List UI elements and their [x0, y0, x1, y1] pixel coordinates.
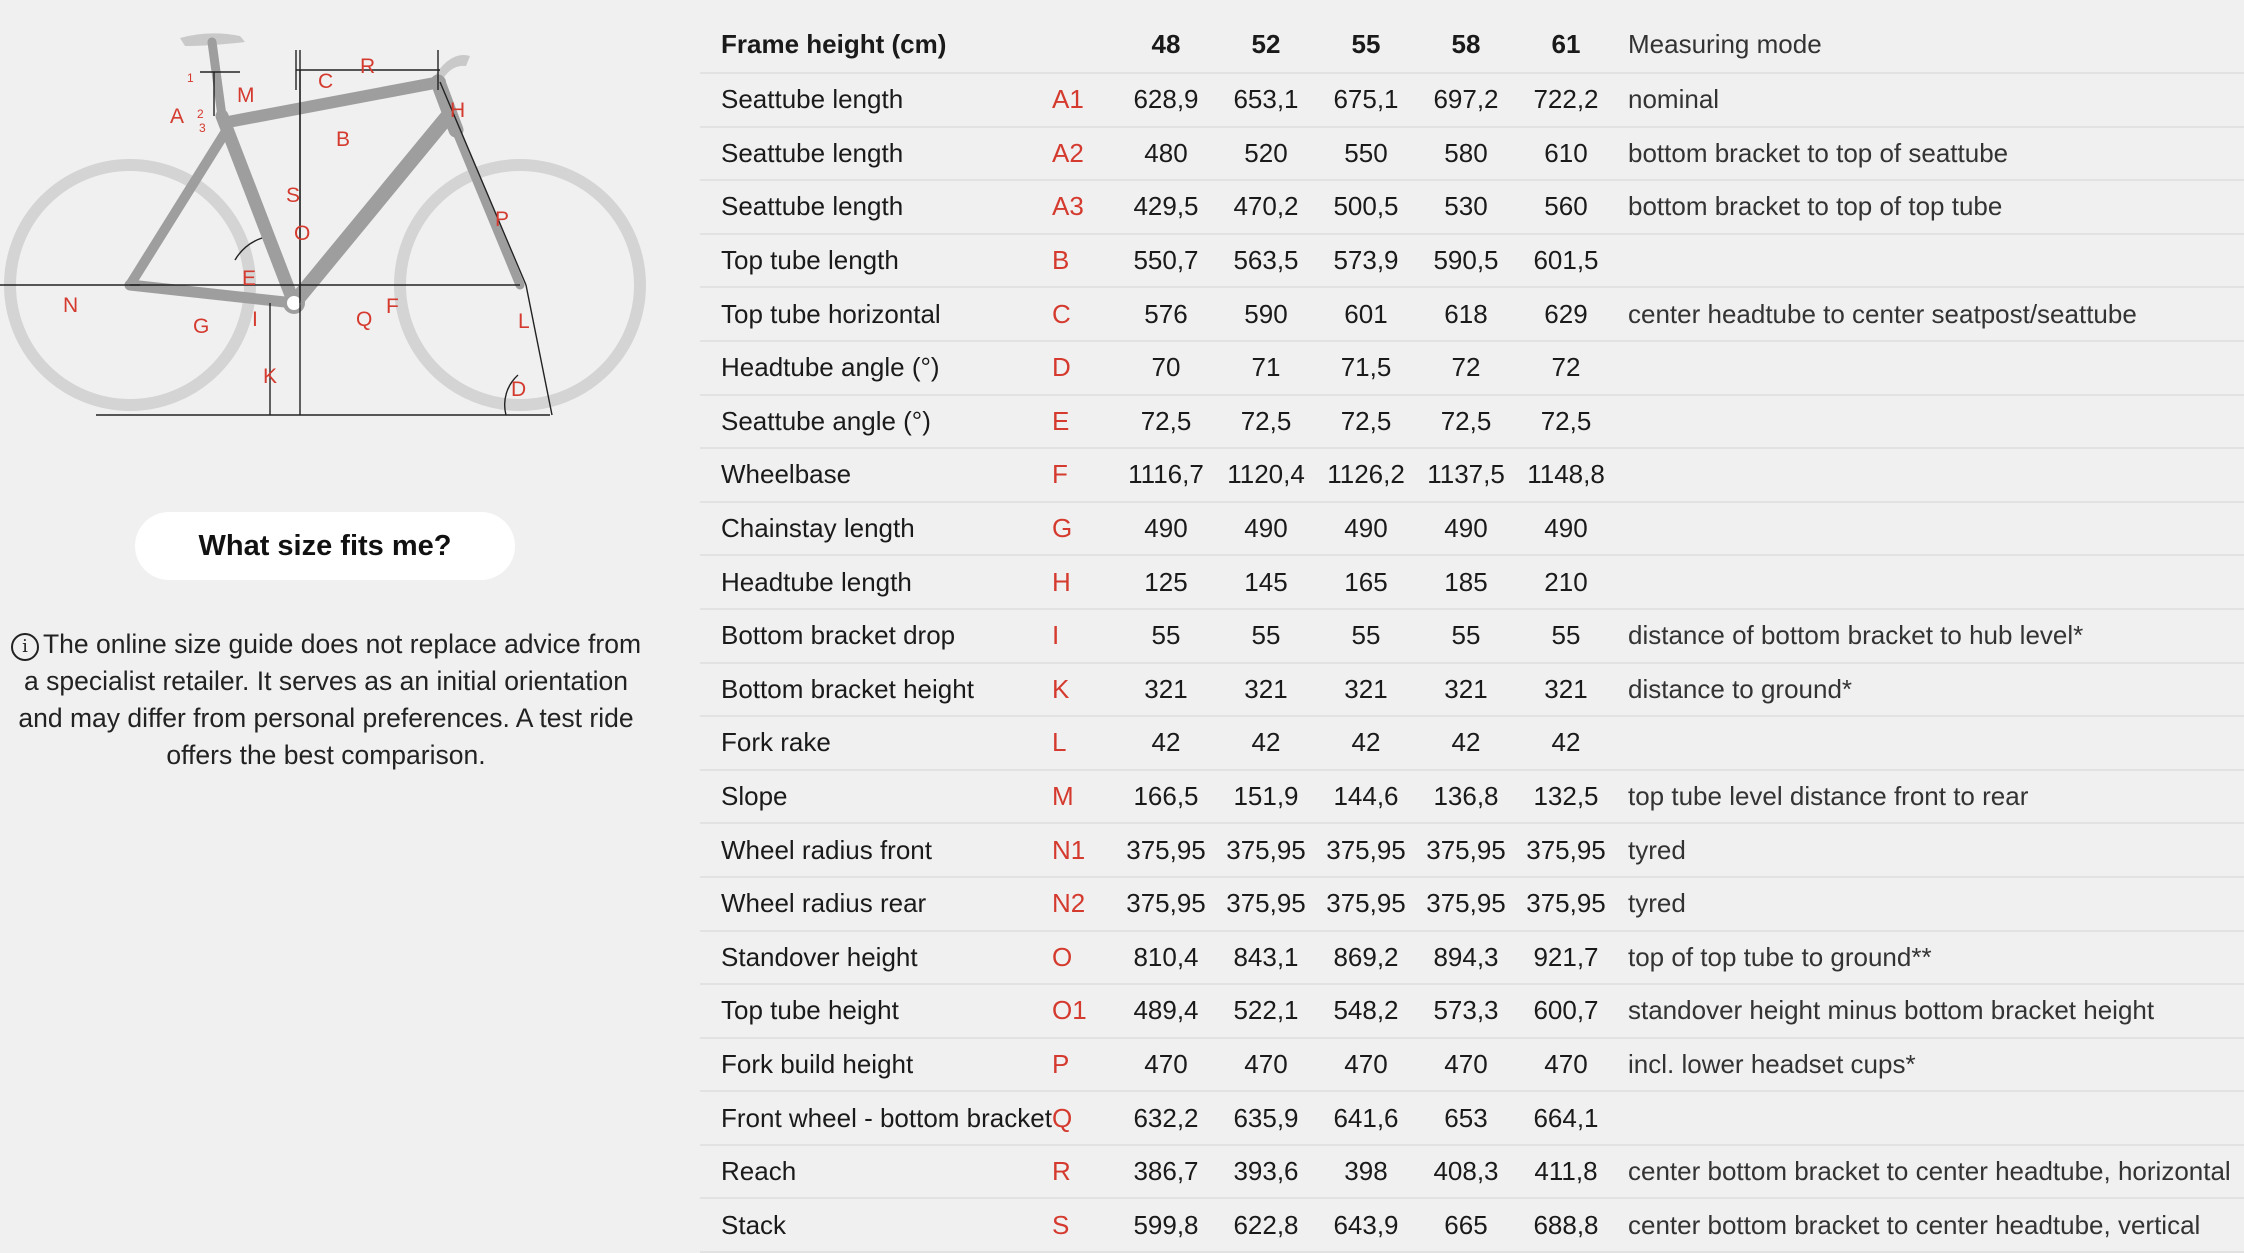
- measurement-name: Seattube length: [700, 180, 1052, 234]
- measuring-mode: nominal: [1616, 73, 2244, 127]
- measurement-value: 42: [1116, 716, 1216, 770]
- measurement-value: 375,95: [1416, 877, 1516, 931]
- measurement-value: 375,95: [1316, 877, 1416, 931]
- measuring-mode: tyred: [1616, 823, 2244, 877]
- measuring-mode: center headtube to center seatpost/seattube: [1616, 287, 2244, 341]
- measuring-mode: top of top tube to ground**: [1616, 931, 2244, 985]
- what-size-fits-me-button[interactable]: What size fits me?: [135, 512, 515, 580]
- table-row: [700, 341, 2244, 395]
- chain-stay: [130, 285, 294, 303]
- label-G: G: [193, 315, 210, 338]
- table-row: [700, 1198, 2244, 1252]
- measurement-value: 398: [1316, 1145, 1416, 1199]
- measurement-value: 70: [1116, 341, 1216, 395]
- seat-tube: [222, 116, 294, 303]
- top-tube: [228, 82, 440, 122]
- measurement-name: Seattube angle (°): [700, 395, 1052, 449]
- measurement-value: 635,9: [1216, 1091, 1316, 1145]
- table-row: [700, 770, 2244, 824]
- measurement-name: Bottom bracket drop: [700, 609, 1052, 663]
- measurement-value: 573,3: [1416, 984, 1516, 1038]
- label-B: B: [336, 128, 351, 151]
- measurement-code: K: [1052, 663, 1116, 717]
- measuring-mode: [1616, 555, 2244, 609]
- measurement-value: 470: [1316, 1038, 1416, 1092]
- measurement-value: 675,1: [1316, 73, 1416, 127]
- geometry-table-body: [700, 73, 2244, 1252]
- measurement-value: 72,5: [1116, 395, 1216, 449]
- measurement-value: 411,8: [1516, 1145, 1616, 1199]
- label-2: 2: [197, 107, 204, 121]
- label-P: P: [495, 208, 510, 231]
- geometry-table: [700, 16, 2244, 1253]
- measurement-value: 490: [1116, 502, 1216, 556]
- label-I: I: [252, 308, 258, 331]
- header-frame-height: Frame height (cm): [700, 16, 1052, 73]
- measuring-mode: bottom bracket to top of top tube: [1616, 180, 2244, 234]
- measurement-value: 530: [1416, 180, 1516, 234]
- measurement-value: 470: [1516, 1038, 1616, 1092]
- label-3: 3: [199, 121, 206, 135]
- measurement-value: 500,5: [1316, 180, 1416, 234]
- measuring-mode: tyred: [1616, 877, 2244, 931]
- measurement-value: 810,4: [1116, 931, 1216, 985]
- table-row: [700, 984, 2244, 1038]
- measurement-value: 386,7: [1116, 1145, 1216, 1199]
- header-size: 52: [1216, 16, 1316, 73]
- measurement-value: 321: [1216, 663, 1316, 717]
- measurement-value: 520: [1216, 127, 1316, 181]
- measuring-mode: [1616, 502, 2244, 556]
- measurement-value: 601,5: [1516, 234, 1616, 288]
- measurement-value: 144,6: [1316, 770, 1416, 824]
- measuring-mode: incl. lower headset cups*: [1616, 1038, 2244, 1092]
- measurement-value: 573,9: [1316, 234, 1416, 288]
- measuring-mode: distance to ground*: [1616, 663, 2244, 717]
- measurement-value: 42: [1416, 716, 1516, 770]
- measurement-name: Fork rake: [700, 716, 1052, 770]
- measurement-name: Fork build height: [700, 1038, 1052, 1092]
- measurement-name: Wheel radius rear: [700, 877, 1052, 931]
- measurement-name: Headtube length: [700, 555, 1052, 609]
- measurement-value: 601: [1316, 287, 1416, 341]
- measurement-value: 55: [1516, 609, 1616, 663]
- measurement-value: 72: [1516, 341, 1616, 395]
- table-row: [700, 1091, 2244, 1145]
- measurement-value: 375,95: [1416, 823, 1516, 877]
- measuring-mode: top tube level distance front to rear: [1616, 770, 2244, 824]
- measurement-code: A3: [1052, 180, 1116, 234]
- header-measuring-mode: Measuring mode: [1616, 16, 2244, 73]
- measurement-value: 72,5: [1316, 395, 1416, 449]
- table-row: [700, 716, 2244, 770]
- measurement-name: Stack: [700, 1198, 1052, 1252]
- measurement-value: 42: [1516, 716, 1616, 770]
- left-panel: [0, 0, 680, 1212]
- measurement-value: 321: [1116, 663, 1216, 717]
- measurement-value: 599,8: [1116, 1198, 1216, 1252]
- measurement-value: 375,95: [1216, 877, 1316, 931]
- measurement-value: 490: [1416, 502, 1516, 556]
- measurement-value: 628,9: [1116, 73, 1216, 127]
- measurement-value: 375,95: [1216, 823, 1316, 877]
- table-row: [700, 1145, 2244, 1199]
- measuring-mode: [1616, 1091, 2244, 1145]
- label-L: L: [518, 310, 530, 333]
- measurement-value: 470: [1416, 1038, 1516, 1092]
- measurement-code: G: [1052, 502, 1116, 556]
- measurement-name: Top tube height: [700, 984, 1052, 1038]
- measurement-name: Wheel radius front: [700, 823, 1052, 877]
- measurement-value: 548,2: [1316, 984, 1416, 1038]
- measurement-code: D: [1052, 341, 1116, 395]
- measurement-value: 210: [1516, 555, 1616, 609]
- label-C: C: [318, 70, 334, 93]
- measurement-value: 490: [1216, 502, 1316, 556]
- table-row: [700, 234, 2244, 288]
- measuring-mode: standover height minus bottom bracket height: [1616, 984, 2244, 1038]
- measurement-value: 321: [1416, 663, 1516, 717]
- measurement-code: M: [1052, 770, 1116, 824]
- measurement-code: O1: [1052, 984, 1116, 1038]
- table-row: [700, 395, 2244, 449]
- measurement-value: 869,2: [1316, 931, 1416, 985]
- table-row: [700, 555, 2244, 609]
- measurement-value: 722,2: [1516, 73, 1616, 127]
- measurement-value: 71,5: [1316, 341, 1416, 395]
- measuring-mode: center bottom bracket to center headtube, vertical: [1616, 1198, 2244, 1252]
- table-row: [700, 609, 2244, 663]
- measurement-value: 470: [1116, 1038, 1216, 1092]
- label-F: F: [386, 295, 399, 318]
- measurement-value: 71: [1216, 341, 1316, 395]
- measurement-code: N2: [1052, 877, 1116, 931]
- label-R: R: [360, 55, 376, 78]
- measurement-value: 1116,7: [1116, 448, 1216, 502]
- measurement-value: 641,6: [1316, 1091, 1416, 1145]
- table-row: [700, 287, 2244, 341]
- measurement-name: Seattube length: [700, 73, 1052, 127]
- measurement-value: 600,7: [1516, 984, 1616, 1038]
- measurement-value: 629: [1516, 287, 1616, 341]
- label-S: S: [286, 184, 301, 207]
- measurement-value: 1148,8: [1516, 448, 1616, 502]
- measurement-value: 643,9: [1316, 1198, 1416, 1252]
- measuring-mode: center bottom bracket to center headtube, horizontal: [1616, 1145, 2244, 1199]
- measurement-code: C: [1052, 287, 1116, 341]
- label-Q: Q: [356, 308, 373, 331]
- measurement-value: 42: [1316, 716, 1416, 770]
- measurement-name: Wheelbase: [700, 448, 1052, 502]
- measurement-code: R: [1052, 1145, 1116, 1199]
- measuring-mode: [1616, 341, 2244, 395]
- table-row: [700, 448, 2244, 502]
- measurement-name: Headtube angle (°): [700, 341, 1052, 395]
- measurement-value: 55: [1316, 609, 1416, 663]
- measurement-value: 921,7: [1516, 931, 1616, 985]
- measuring-mode: [1616, 395, 2244, 449]
- label-M: M: [237, 84, 255, 107]
- measurement-code: F: [1052, 448, 1116, 502]
- table-row: [700, 73, 2244, 127]
- measurement-value: 843,1: [1216, 931, 1316, 985]
- measurement-code: S: [1052, 1198, 1116, 1252]
- label-D: D: [511, 378, 527, 401]
- measurement-value: 490: [1316, 502, 1416, 556]
- table-row: [700, 180, 2244, 234]
- measurement-name: Bottom bracket height: [700, 663, 1052, 717]
- label-N: N: [63, 294, 79, 317]
- header-size: 58: [1416, 16, 1516, 73]
- measurement-value: 375,95: [1516, 877, 1616, 931]
- table-row: [700, 1038, 2244, 1092]
- measurement-value: 550,7: [1116, 234, 1216, 288]
- measurement-value: 632,2: [1116, 1091, 1216, 1145]
- measurement-value: 653: [1416, 1091, 1516, 1145]
- measurement-value: 563,5: [1216, 234, 1316, 288]
- measurement-value: 145: [1216, 555, 1316, 609]
- measuring-mode: bottom bracket to top of seattube: [1616, 127, 2244, 181]
- measurement-value: 560: [1516, 180, 1616, 234]
- measurement-value: 72,5: [1216, 395, 1316, 449]
- measurement-value: 72: [1416, 341, 1516, 395]
- measurement-value: 55: [1116, 609, 1216, 663]
- measurement-value: 185: [1416, 555, 1516, 609]
- measurement-value: 321: [1316, 663, 1416, 717]
- label-1: 1: [187, 71, 194, 85]
- measurement-name: Slope: [700, 770, 1052, 824]
- measurement-value: 408,3: [1416, 1145, 1516, 1199]
- measurement-name: Top tube horizontal: [700, 287, 1052, 341]
- measurement-value: 55: [1416, 609, 1516, 663]
- measurement-value: 1126,2: [1316, 448, 1416, 502]
- table-row: [700, 931, 2244, 985]
- measurement-value: 653,1: [1216, 73, 1316, 127]
- measurement-value: 429,5: [1116, 180, 1216, 234]
- measurement-value: 125: [1116, 555, 1216, 609]
- measurement-value: 132,5: [1516, 770, 1616, 824]
- measurement-value: 166,5: [1116, 770, 1216, 824]
- measurement-value: 490: [1516, 502, 1616, 556]
- measurement-value: 580: [1416, 127, 1516, 181]
- measurement-value: 470,2: [1216, 180, 1316, 234]
- disclaimer-text: The online size guide does not replace advice from a specialist retailer. It serves as an initial orientation and may differ from personal preferences. A test ride offers the best comparison.: [18, 629, 642, 770]
- header-code: [1052, 16, 1116, 73]
- measurement-code: P: [1052, 1038, 1116, 1092]
- measurement-value: 489,4: [1116, 984, 1216, 1038]
- measurement-value: 375,95: [1516, 823, 1616, 877]
- measurement-code: B: [1052, 234, 1116, 288]
- measuring-mode: [1616, 448, 2244, 502]
- label-H: H: [450, 99, 466, 122]
- measurement-value: 470: [1216, 1038, 1316, 1092]
- table-row: [700, 127, 2244, 181]
- measurement-value: 375,95: [1116, 823, 1216, 877]
- measurement-value: 375,95: [1316, 823, 1416, 877]
- measurement-value: 55: [1216, 609, 1316, 663]
- table-row: [700, 823, 2244, 877]
- measurement-code: A2: [1052, 127, 1116, 181]
- measuring-mode: [1616, 234, 2244, 288]
- measurement-value: 72,5: [1516, 395, 1616, 449]
- measurement-value: 622,8: [1216, 1198, 1316, 1252]
- measurement-name: Reach: [700, 1145, 1052, 1199]
- measurement-code: E: [1052, 395, 1116, 449]
- measurement-code: N1: [1052, 823, 1116, 877]
- measurement-name: Chainstay length: [700, 502, 1052, 556]
- measurement-value: 151,9: [1216, 770, 1316, 824]
- measurement-value: 165: [1316, 555, 1416, 609]
- label-O: O: [294, 222, 311, 245]
- measurement-code: I: [1052, 609, 1116, 663]
- measurement-value: 590,5: [1416, 234, 1516, 288]
- measurement-value: 480: [1116, 127, 1216, 181]
- measurement-code: O: [1052, 931, 1116, 985]
- measurement-value: 688,8: [1516, 1198, 1616, 1252]
- measurement-code: L: [1052, 716, 1116, 770]
- measurement-value: 136,8: [1416, 770, 1516, 824]
- measurement-value: 321: [1516, 663, 1616, 717]
- measurement-value: 375,95: [1116, 877, 1216, 931]
- measuring-mode: [1616, 716, 2244, 770]
- measurement-name: Standover height: [700, 931, 1052, 985]
- header-size: 48: [1116, 16, 1216, 73]
- measurement-value: 610: [1516, 127, 1616, 181]
- size-guide-disclaimer: [0, 626, 652, 774]
- header-size: 55: [1316, 16, 1416, 73]
- label-E: E: [242, 267, 257, 290]
- measurement-value: 697,2: [1416, 73, 1516, 127]
- measurement-value: 590: [1216, 287, 1316, 341]
- measurement-value: 1120,4: [1216, 448, 1316, 502]
- measuring-mode: distance of bottom bracket to hub level*: [1616, 609, 2244, 663]
- measurement-code: Q: [1052, 1091, 1116, 1145]
- label-A: A: [170, 105, 185, 128]
- measurement-value: 393,6: [1216, 1145, 1316, 1199]
- measurement-name: Top tube length: [700, 234, 1052, 288]
- label-K: K: [263, 365, 278, 388]
- measurement-value: 522,1: [1216, 984, 1316, 1038]
- bike-geometry-diagram: [0, 20, 660, 430]
- table-row: [700, 877, 2244, 931]
- measurement-code: H: [1052, 555, 1116, 609]
- table-row: [700, 663, 2244, 717]
- measurement-value: 665: [1416, 1198, 1516, 1252]
- measurement-value: 1137,5: [1416, 448, 1516, 502]
- measurement-value: 42: [1216, 716, 1316, 770]
- table-row: [700, 502, 2244, 556]
- measurement-name: Seattube length: [700, 127, 1052, 181]
- measurement-value: 72,5: [1416, 395, 1516, 449]
- measurement-code: A1: [1052, 73, 1116, 127]
- header-size: 61: [1516, 16, 1616, 73]
- table-header-row: [700, 16, 2244, 73]
- measurement-value: 664,1: [1516, 1091, 1616, 1145]
- measurement-value: 894,3: [1416, 931, 1516, 985]
- fork: [456, 130, 520, 285]
- measurement-value: 618: [1416, 287, 1516, 341]
- measurement-value: 576: [1116, 287, 1216, 341]
- info-icon: i: [11, 633, 39, 661]
- measurement-name: Front wheel - bottom bracket: [700, 1091, 1052, 1145]
- measurement-value: 550: [1316, 127, 1416, 181]
